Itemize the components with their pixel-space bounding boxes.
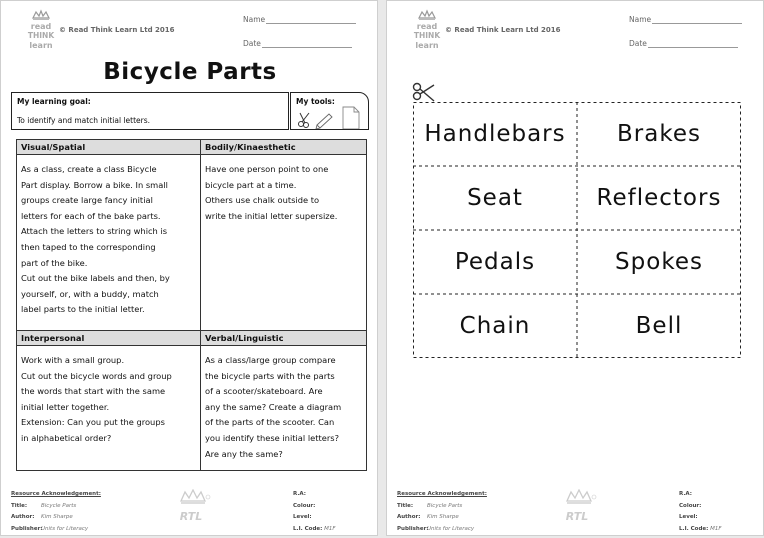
copyright-text: © Read Think Learn Ltd 2016 — [59, 26, 175, 34]
text-line: then taped to the corresponding — [21, 241, 156, 252]
learning-goal-box — [11, 92, 289, 130]
date-label: Date — [243, 39, 261, 48]
rtl-logo — [561, 489, 597, 523]
text-line: initial letter together. — [21, 401, 110, 412]
text-line: you identify these initial letters? — [205, 432, 339, 443]
word-card[interactable]: Pedals — [454, 249, 536, 275]
learning-goal-text: To identify and match initial letters. — [17, 116, 151, 125]
text-line: in alphabetical order? — [21, 432, 112, 443]
tools-box — [290, 92, 369, 130]
footer-title-value: Bicycle Parts — [41, 502, 77, 509]
footer-colour-label: Colour: — [679, 502, 702, 509]
word-card[interactable]: Chain — [459, 313, 531, 339]
rtl-logo — [175, 489, 211, 523]
svg-text:RTL: RTL — [565, 510, 589, 523]
name-label: Name — [629, 15, 652, 24]
footer-li-value: M1F — [710, 525, 722, 532]
bodily-kinaesthetic-heading: Bodily/Kinaesthetic — [201, 140, 367, 155]
interpersonal-heading: Interpersonal — [17, 331, 201, 346]
svg-text:THINK: THINK — [413, 31, 441, 40]
footer-level-label: Level: — [679, 514, 698, 520]
svg-text:learn: learn — [415, 41, 439, 50]
word-card[interactable]: Reflectors — [596, 185, 722, 211]
svg-text:read: read — [416, 22, 438, 31]
text-line: Cut out the bicycle words and group — [21, 370, 172, 381]
date-label: Date — [629, 39, 647, 48]
paper-icon — [343, 107, 359, 129]
footer-title-value: Bicycle Parts — [427, 502, 463, 509]
footer-title-label: Title: — [11, 502, 28, 509]
text-line: Are any the same? — [205, 448, 283, 459]
text-line: groups create large fancy initial — [21, 195, 153, 206]
text-line: part of the bike. — [21, 257, 88, 268]
svg-text:learn: learn — [29, 41, 53, 50]
text-line: Others use chalk outside to — [205, 195, 320, 206]
visual-spatial-heading: Visual/Spatial — [17, 140, 201, 155]
svg-text:RTL: RTL — [179, 510, 203, 523]
text-line: write the initial letter supersize. — [205, 210, 338, 221]
text-line: Part display. Borrow a bike. In small — [21, 179, 168, 190]
date-field[interactable] — [243, 39, 352, 48]
text-line: of the parts of the scooter. Can — [205, 417, 335, 428]
date-field[interactable] — [629, 39, 738, 48]
visual-spatial-text — [17, 155, 201, 331]
word-card[interactable]: Spokes — [615, 249, 703, 275]
footer-author-label: Author: — [11, 514, 35, 520]
svg-text:THINK: THINK — [27, 31, 55, 40]
text-line: of a scooter/skateboard. Are — [205, 386, 323, 397]
pencil-icon — [316, 114, 332, 129]
footer-publisher-label: Publisher: — [397, 525, 429, 532]
text-line: the words that start with the same — [21, 386, 166, 397]
text-line: the bicycle parts with the parts — [205, 370, 335, 381]
interpersonal-text — [17, 346, 201, 471]
footer-publisher-label: Publisher: — [11, 525, 43, 532]
text-line: label parts to the initial letter. — [21, 304, 145, 315]
cut-out-word-cards — [413, 102, 741, 358]
text-line: letters for each of the bake parts. — [21, 210, 161, 221]
scissors-icon — [299, 113, 310, 128]
read-think-learn-logo — [27, 9, 55, 51]
footer-li-label: L.I. Code: — [293, 525, 323, 532]
footer-ra-label: R.A: — [293, 491, 306, 497]
verbal-linguistic-heading: Verbal/Linguistic — [201, 331, 367, 346]
word-card[interactable]: Bell — [635, 313, 683, 339]
name-field[interactable] — [243, 15, 356, 24]
tools-heading: My tools: — [296, 97, 335, 106]
word-card[interactable]: Seat — [467, 185, 523, 211]
word-card[interactable]: Handlebars — [424, 121, 566, 147]
footer-ra-label: R.A: — [679, 491, 692, 497]
name-label: Name — [243, 15, 266, 24]
resource-footer — [387, 489, 764, 535]
text-line: Attach the letters to string which is — [21, 226, 168, 237]
footer-title-label: Title: — [397, 502, 414, 509]
text-line: any the same? Create a diagram — [205, 401, 342, 412]
footer-li-label: L.I. Code: — [679, 525, 709, 532]
activities-table — [16, 139, 367, 471]
footer-level-label: Level: — [293, 514, 312, 520]
page-title: Bicycle Parts — [103, 59, 277, 85]
text-line: As a class, create a class Bicycle — [21, 164, 157, 174]
text-line: yourself, or, with a buddy, match — [21, 288, 159, 299]
worksheet-page-right — [386, 0, 764, 536]
bodily-kinaesthetic-text — [201, 155, 367, 331]
text-line: Work with a small group. — [21, 355, 125, 365]
text-line: Cut out the bike labels and then, by — [21, 273, 170, 284]
tools-icons — [295, 103, 365, 129]
learning-goal-heading: My learning goal: — [17, 97, 91, 106]
footer-publisher-value: Units for Literacy — [427, 525, 475, 532]
resource-footer — [1, 489, 378, 535]
acknowledgement-heading: Resource Acknowledgement: — [397, 491, 487, 497]
footer-colour-label: Colour: — [293, 502, 316, 509]
footer-author-value: Kim Sharpe — [427, 514, 459, 520]
footer-author-label: Author: — [397, 514, 421, 520]
text-line: As a class/large group compare — [205, 355, 336, 365]
word-card[interactable]: Brakes — [617, 121, 701, 147]
text-line: Extension: Can you put the groups — [21, 417, 165, 428]
copyright-text: © Read Think Learn Ltd 2016 — [445, 26, 561, 34]
footer-li-value: M1F — [324, 525, 336, 532]
footer-publisher-value: Units for Literacy — [41, 525, 89, 532]
text-line: bicycle part at a time. — [205, 179, 297, 190]
svg-text:read: read — [30, 22, 52, 31]
verbal-linguistic-text — [201, 346, 367, 471]
worksheet-page-left — [0, 0, 378, 536]
read-think-learn-logo — [413, 9, 441, 51]
text-line: Have one person point to one — [205, 164, 329, 174]
name-field[interactable] — [629, 15, 742, 24]
acknowledgement-heading: Resource Acknowledgement: — [11, 491, 101, 497]
footer-author-value: Kim Sharpe — [41, 514, 73, 520]
